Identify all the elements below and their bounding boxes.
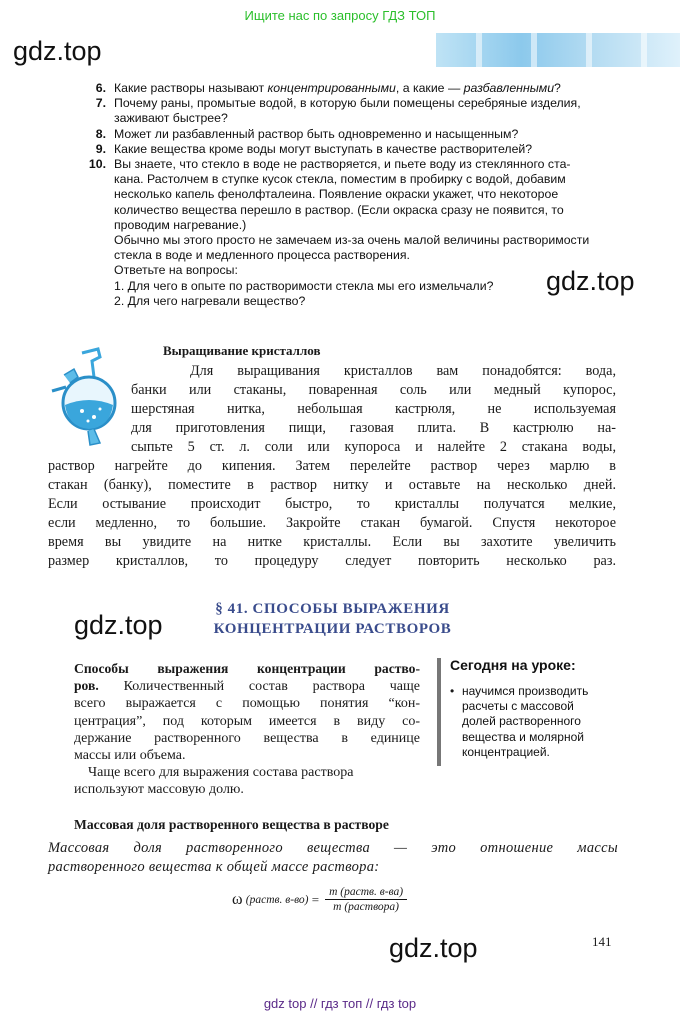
crystals-line: для приготовления пищи, газовая плита. В кастрюлю на- <box>131 420 616 436</box>
question-text: заживают быстрее? <box>114 111 228 126</box>
section-heading: КОНЦЕНТРАЦИИ РАСТВОРОВ <box>213 621 452 637</box>
question-number: 9. <box>95 141 106 156</box>
question-number: 7. <box>95 96 106 111</box>
question-text: Какие растворы называют концентрированными, а какие — разбавленными? <box>114 81 561 95</box>
crystals-line: Если остывание происходит быстро, то кристаллы получатся мелкие, <box>48 496 616 512</box>
sidebar-divider <box>437 658 441 766</box>
question-item <box>88 127 628 142</box>
question-number: 6. <box>95 81 106 95</box>
questions-list <box>88 81 628 309</box>
question-text: Ответьте на вопросы: <box>114 263 238 278</box>
question-text: количество вещества перешло в раствор. (Если окраска сразу не появится, то <box>114 202 564 217</box>
question-text: Какие вещества кроме воды могут выступать в качестве растворителей? <box>114 141 533 156</box>
question-item <box>88 96 628 126</box>
watermark: gdz.top <box>546 266 635 296</box>
question-text: Вы знаете, что стекло в воде не растворяется, и пьете воду из стеклянного ста- <box>114 157 571 172</box>
sidebar-text: научимся производить расчеты с массовой долей растворенного вещества и молярной концентрацией. <box>462 684 589 759</box>
question-item <box>88 81 628 96</box>
question-number: 8. <box>95 126 106 141</box>
formula-numerator: m (раств. в-ва) <box>325 886 407 900</box>
question-text: кана. Растолчем в ступке кусок стекла, поместим в пробирку с водой, добавим <box>114 172 566 187</box>
crystals-line: шерстяная нитка, небольшая кастрюля, не используемая <box>131 401 616 417</box>
question-text: 2. Для чего нагревали вещество? <box>114 293 306 308</box>
question-text: проводим нагревание.) <box>114 217 247 232</box>
sidebar-title: Сегодня на уроке: <box>450 657 576 673</box>
section-heading: § 41. СПОСОБЫ ВЫРАЖЕНИЯ <box>215 601 450 617</box>
question-text: Обычно мы этого просто не замечаем из-за очень малой величины растворимости <box>114 233 590 248</box>
crystals-line: сыпьте 5 ст. л. соли или купороса и налейте 2 стакана воды, <box>131 439 616 455</box>
crystals-line: раствор нагрейте до кипения. Затем перелейте раствор через марлю в <box>48 458 616 474</box>
flask-icon <box>44 347 134 447</box>
footer-links[interactable]: gdz top // гдз топ // гдз top <box>263 996 417 1011</box>
crystals-line: Для выращивания кристаллов вам понадобятся: вода, <box>190 363 616 379</box>
definition-line: растворенного вещества к общей массе раствора: <box>48 859 380 875</box>
question-text: Может ли разбавленный раствор быть одновременно и насыщенным? <box>114 126 519 141</box>
watermark: gdz.top <box>389 933 478 963</box>
question-text: стекла в воде и медленного процесса растворения. <box>114 248 410 263</box>
watermark: gdz.top <box>13 36 102 66</box>
crystals-line: стакан (банку), поместите в раствор нитку и оставьте на несколько дней. <box>48 477 616 493</box>
question-text: 1. Для чего в опыте по растворимости стекла мы его измельчали? <box>114 278 494 293</box>
definition-line: Массовая доля растворенного вещества — это отношение массы <box>48 840 618 856</box>
crystals-line: время вы увидите на нитке кристаллы. Если вы захотите увеличить <box>48 534 616 550</box>
question-text: Почему раны, промытые водой, в которую были помещены серебряные изделия, <box>114 96 581 111</box>
crystals-line: банки или стаканы, поваренная соль или медный купорос, <box>131 382 616 398</box>
page-number: 141 <box>592 934 612 949</box>
question-text: несколько капель фенолфталеина. Появление окраски укажет, что некоторое <box>114 187 559 202</box>
intro-text: Способы выражения концентрации раство- ров. Количественный состав раствора чаще всего выражается с помощью понятия “кон- центрация”, под которым имеется в виду со- держание растворенного вещества в единице массы или объема. Чаще всего для выражения состава раствора используют массовую долю. <box>74 661 420 798</box>
watermark: gdz.top <box>74 610 163 640</box>
mass-fraction-title: Массовая доля растворенного вещества в растворе <box>74 817 389 832</box>
crystals-line: если медленно, то большие. Закройте стакан бумагой. Спустя некоторое <box>48 515 616 531</box>
question-item <box>88 142 628 157</box>
header-decoration-image <box>436 33 680 67</box>
intro-lead: Способы выражения концентрации раство- <box>74 661 420 676</box>
formula-denominator: m (раствора) <box>333 901 400 913</box>
crystals-line: размер кристаллов, то процедуру следует повторить несколько раз. <box>48 553 616 569</box>
question-item <box>88 157 628 309</box>
bullet-icon: • <box>450 684 455 698</box>
question-number: 10. <box>88 157 106 172</box>
mass-fraction-formula: ω (раств. в-во) = $\frac{\text{m (раств. в-ва)}}{\text{m (раствора)}}$ <box>232 886 407 913</box>
top-banner[interactable]: Ищите нас по запросу ГДЗ ТОП <box>244 8 436 23</box>
crystals-title: Выращивание кристаллов <box>163 343 321 358</box>
